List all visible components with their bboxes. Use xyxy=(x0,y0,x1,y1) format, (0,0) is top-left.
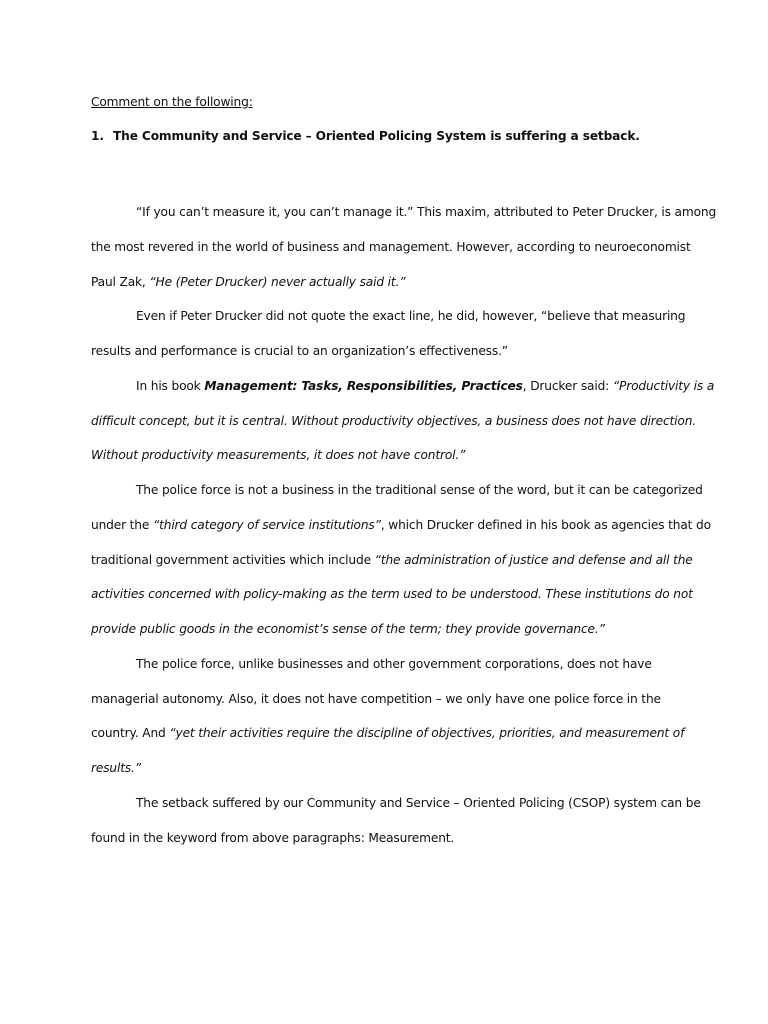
paragraph-4-line-2 xyxy=(91,508,711,543)
item-number: 1. xyxy=(91,129,104,143)
paragraph-2-line-1: Even if Peter Drucker did not quote the exact line, he did, however, “believe that measuring xyxy=(136,309,686,324)
numbered-item xyxy=(91,127,681,145)
paragraph-1-text: Paul Zak, xyxy=(91,274,150,289)
paragraph-3-text: In his book xyxy=(136,378,205,393)
paragraph-4-quote: “third category of service institutions” xyxy=(152,517,381,532)
paragraph-5-line-4: results.” xyxy=(91,761,141,775)
paragraph-5-line-2: managerial autonomy. Also, it does not have competition – we only have one police force in the xyxy=(91,691,661,706)
paragraph-1-line-2: the most revered in the world of business and management. However, according to neuroeconomist xyxy=(91,239,691,254)
paragraph-1-quote: “He (Peter Drucker) never actually said it.” xyxy=(149,274,406,289)
paragraph-5-quote: “yet their activities require the discipline of objectives, priorities, and measurement of xyxy=(169,726,685,741)
paragraph-3-line-2: difficult concept, but it is central. Without productivity objectives, a business does not have direction. xyxy=(91,413,697,428)
paragraph-3-line-1 xyxy=(91,369,715,404)
paragraph-4-text: traditional government activities which include xyxy=(91,552,375,567)
paragraph-6-line-1: The setback suffered by our Community and Service – Oriented Policing (CSOP) system can be xyxy=(136,795,701,810)
book-title: Management: Tasks, Responsibilities, Practices xyxy=(204,378,523,393)
document-heading: Comment on the following: xyxy=(91,95,253,109)
item-title: The Community and Service – Oriented Policing System is suffering a setback. xyxy=(113,129,640,143)
paragraph-3-line-3: Without productivity measurements, it does not have control.” xyxy=(91,448,466,463)
paragraph-1-line-1: “If you can’t measure it, you can’t manage it.” This maxim, attributed to Peter Drucker, is among xyxy=(136,205,717,219)
paragraph-3-quote: “Productivity is a xyxy=(612,378,715,393)
paragraph-2-line-2: results and performance is crucial to an organization’s effectiveness.” xyxy=(91,344,508,358)
paragraph-4-line-5: provide public goods in the economist’s sense of the term; they provide governance.” xyxy=(91,622,605,636)
paragraph-4-line-3 xyxy=(91,543,693,578)
paragraph-5-line-1: The police force, unlike businesses and other government corporations, does not have xyxy=(136,656,652,671)
paragraph-3-text: , Drucker said: xyxy=(522,378,613,393)
paragraph-6-line-2: found in the keyword from above paragraphs: Measurement. xyxy=(91,830,455,845)
paragraph-5-text: country. And xyxy=(91,726,170,741)
paragraph-4-text: , which Drucker defined in his book as agencies that do xyxy=(380,517,711,532)
paragraph-4-text: under the xyxy=(91,517,153,532)
paragraph-1-line-3 xyxy=(91,265,681,300)
paragraph-4-line-1: The police force is not a business in the traditional sense of the word, but it can be categorized xyxy=(136,483,703,497)
document-body xyxy=(91,195,717,855)
paragraph-5-line-3 xyxy=(91,716,685,751)
document-content xyxy=(91,93,717,855)
paragraph-4-quote: “the administration of justice and defense and all the xyxy=(374,552,693,567)
paragraph-4-line-4: activities concerned with policy-making as the term used to be understood. These institutions do not xyxy=(91,587,693,602)
